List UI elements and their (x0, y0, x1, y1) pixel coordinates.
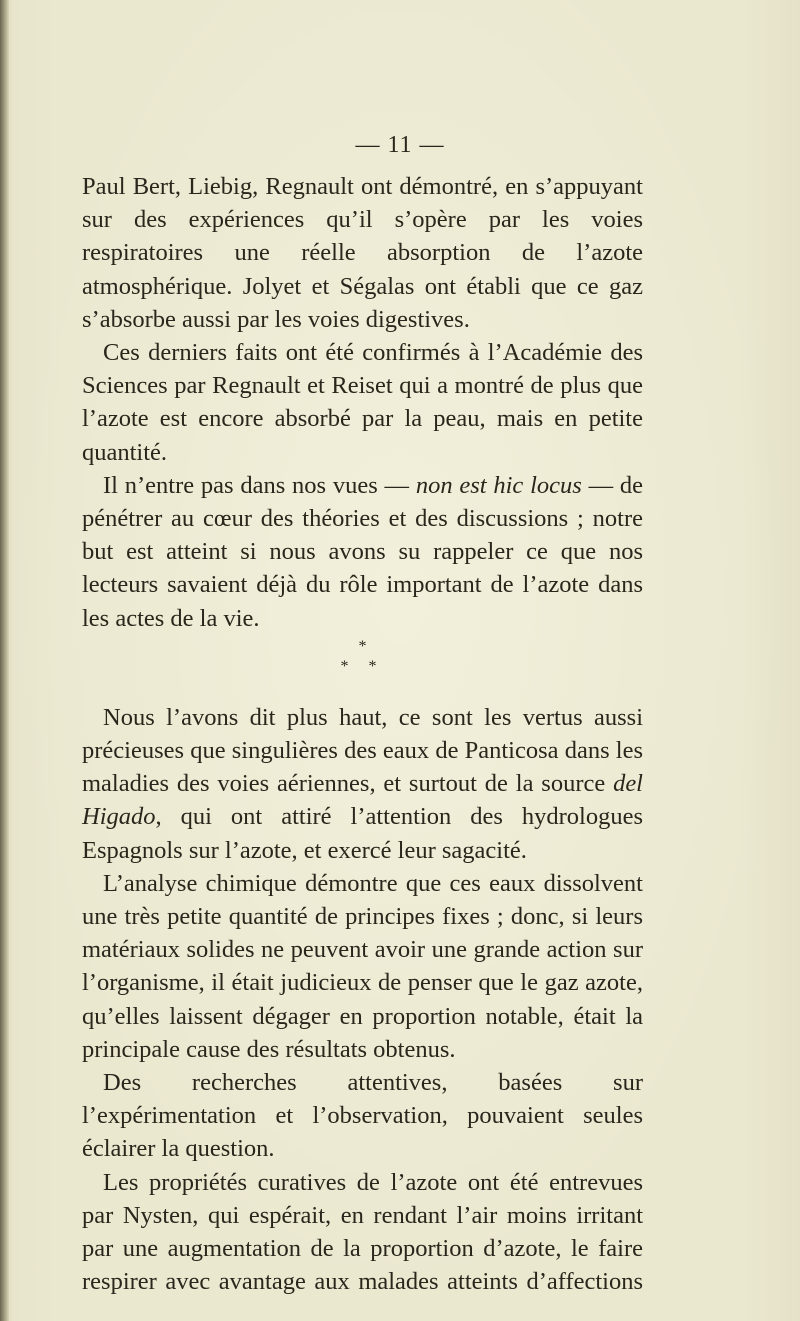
page-binding-edge (0, 0, 9, 1321)
paragraph-4-text: Nous l’avons dit plus haut, ce sont les vertus aussi précieuses que singulières des eaux de Panticosa dans les maladies des voies aériennes, et surtout de la source (82, 703, 643, 798)
section-asterism (82, 635, 643, 701)
body-text (82, 170, 643, 1299)
paragraph-4 (82, 701, 643, 867)
source-name: del Higado (82, 770, 643, 831)
paragraph-3-text: Il n’entre pas dans nos vues — (103, 471, 416, 499)
asterism-bottom: * * (340, 657, 385, 675)
paragraph-4-continued: , qui ont attiré l’attention des hydrologues Espagnols sur l’azote, et exercé leur sagacité. (82, 803, 643, 864)
paragraph-5: L’analyse chimique démontre que ces eaux dissolvent une très petite quantité de principes fixes ; donc, si leurs matériaux solides ne peuvent avoir une grande action sur l’organisme, il était judicieux de penser que le gaz azote, qu’elles laissent dégager en proportion notable, était la principale cause des résultats obtenus. (82, 869, 643, 1063)
paragraph-6: Des recherches attentives, basées sur l’expérimentation et l’observation, pouvaient seules éclairer la question. (82, 1069, 643, 1163)
paragraph-7: Les propriétés curatives de l’azote ont été entrevues par Nysten, qui espérait, en rendant l’air moins irritant par une augmentation de la proportion d’azote, le faire respirer avec avantage aux malades atteints d’affections (82, 1168, 643, 1296)
asterism-top: * (358, 637, 367, 655)
paragraph-3-continued: — de pénétrer au cœur des théories et des discussions ; notre but est atteint si nous avons su rappeler ce que nos lecteurs savaient déjà du rôle important de l’azote dans les actes de la vie. (82, 471, 643, 632)
latin-phrase: non est hic locus (415, 471, 582, 499)
paragraph-3 (82, 469, 643, 635)
paragraph-1: Paul Bert, Liebig, Regnault ont démontré, en s’appuyant sur des expériences qu’il s’opère par les voies respiratoires une réelle absorption de l’azote atmosphérique. Jolyet et Ségalas ont établi que ce gaz s’absorbe aussi par les voies digestives. (82, 173, 643, 333)
page-number: — 11 — (355, 132, 445, 158)
paragraph-2: Ces derniers faits ont été confirmés à l’Académie des Sciences par Regnault et Reiset qui a montré de plus que l’azote est encore absorbé par la peau, mais en petite quantité. (82, 339, 643, 466)
